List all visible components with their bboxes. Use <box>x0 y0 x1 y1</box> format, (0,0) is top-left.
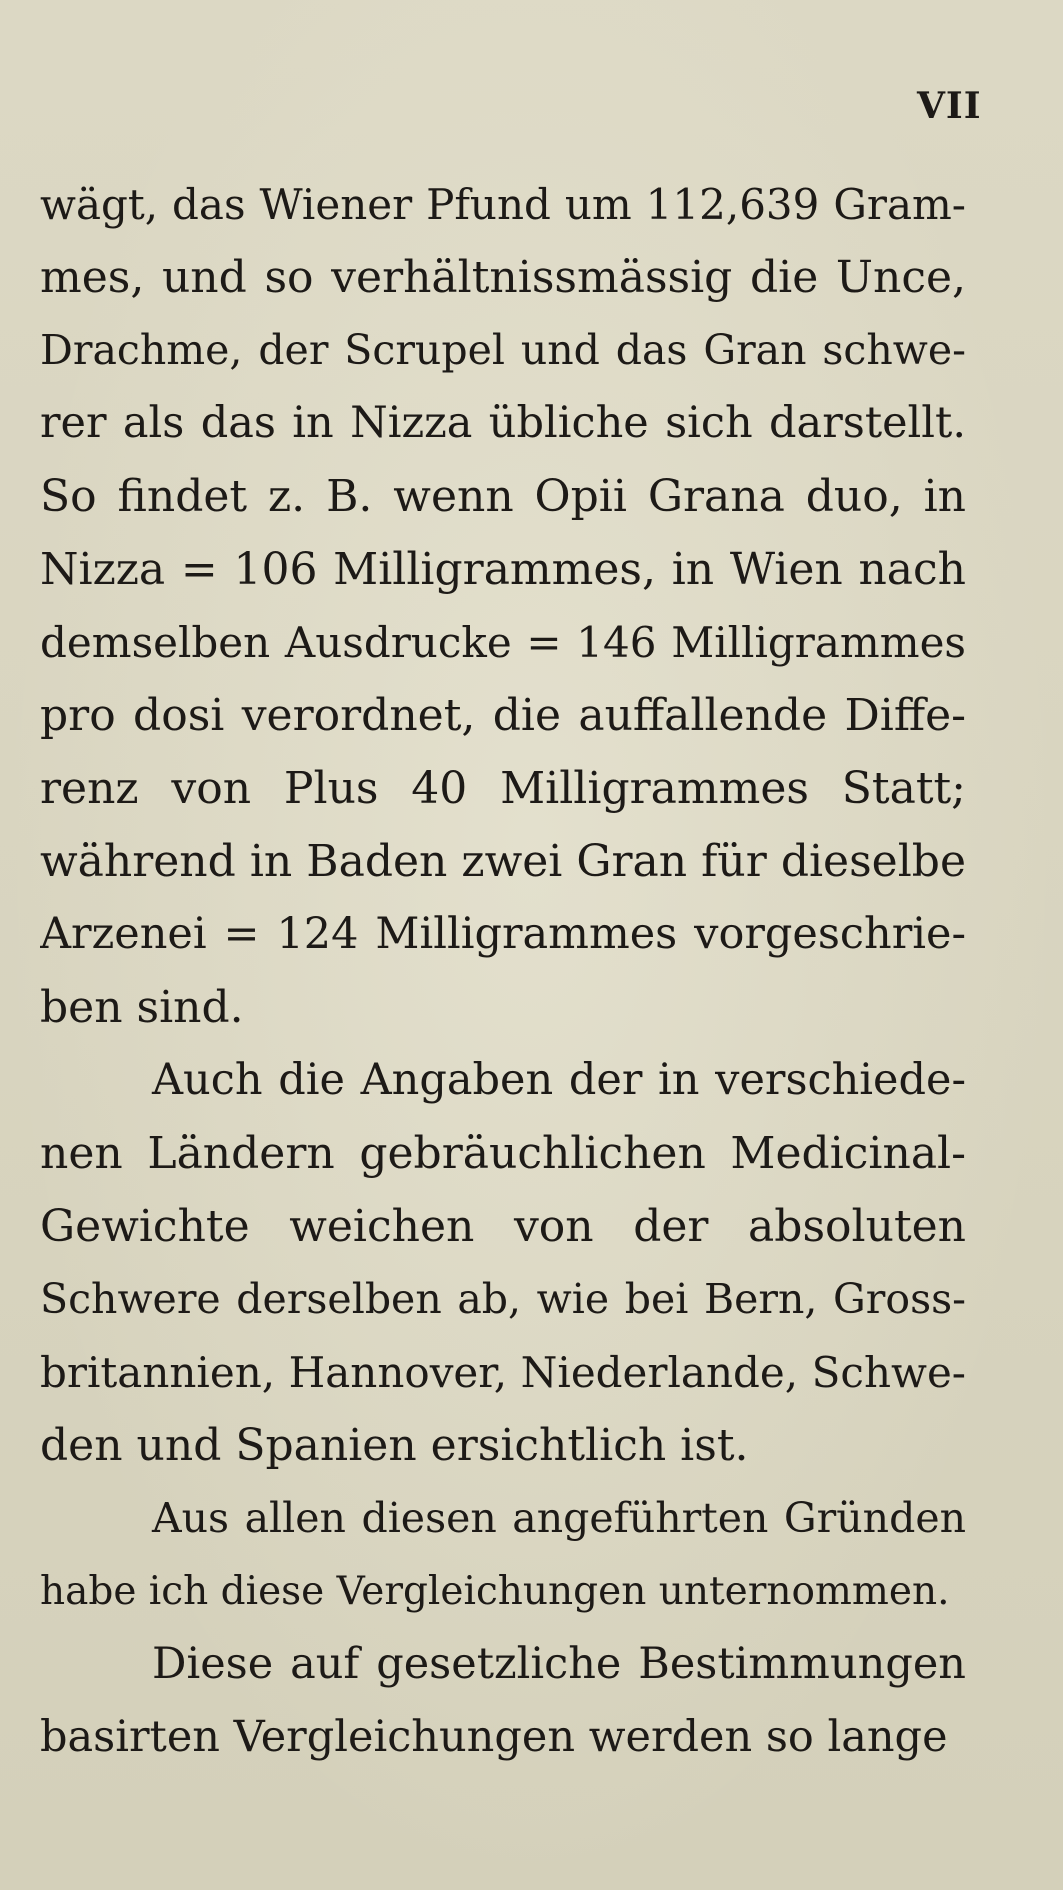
text-line: basirten Vergleichungen werden so lange <box>40 1712 948 1762</box>
text-line: Drachme, der Scrupel und das Gran schwe- <box>40 326 966 374</box>
text-line: nen Ländern gebräuchlichen Medicinal- <box>40 1128 966 1179</box>
text-line: demselben Ausdrucke = 146 Milligrammes <box>40 618 966 667</box>
text-line: britannien, Hannover, Niederlande, Schwe- <box>40 1348 966 1397</box>
text-line: pro dosi verordnet, die auffallende Diffe- <box>40 690 966 741</box>
text-line: ben sind. <box>40 982 244 1033</box>
text-line: So findet z. B. wenn Opii Grana duo, in <box>40 471 966 522</box>
text-line: rer als das in Nizza übliche sich darstellt. <box>40 398 966 448</box>
text-line: Nizza = 106 Milligrammes, in Wien nach <box>40 544 966 595</box>
text-line: Gewichte weichen von der absoluten <box>40 1201 966 1252</box>
text-line: Auch die Angaben der in verschiede- <box>152 1055 966 1105</box>
text-line: wägt, das Wiener Pfund um 112,639 Gram- <box>40 180 966 229</box>
text-line: Schwere derselben ab, wie bei Bern, Gross- <box>40 1275 966 1323</box>
text-line: Diese auf gesetzliche Bestimmungen <box>152 1639 966 1689</box>
text-line: Arzenei = 124 Milligrammes vorgeschrie- <box>40 909 966 959</box>
text-line: mes, und so verhältnissmässig die Unce, <box>40 252 966 303</box>
text-line: habe ich diese Vergleichungen unternommen. <box>40 1569 950 1614</box>
text-line: den und Spanien ersichtlich ist. <box>40 1420 749 1471</box>
body-text <box>40 168 966 1774</box>
text-line: während in Baden zwei Gran für dieselbe <box>40 836 966 887</box>
text-line: renz von Plus 40 Milligrammes Statt; <box>40 763 966 814</box>
page-number: VII <box>917 85 982 127</box>
text-line: Aus allen diesen angeführten Gründen <box>152 1494 966 1542</box>
